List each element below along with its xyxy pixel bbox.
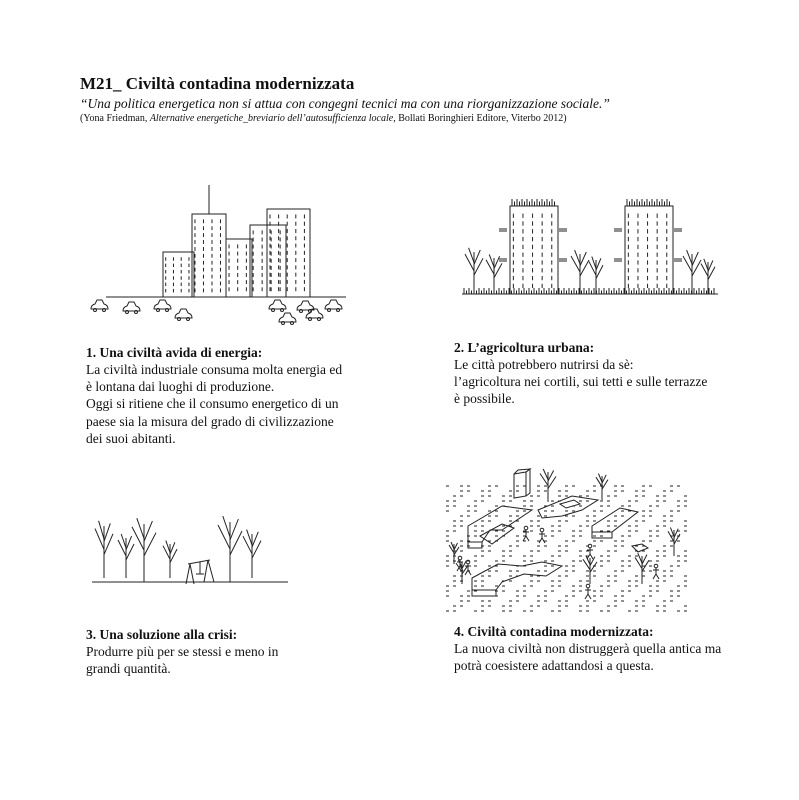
text-line: La civiltà industriale consuma molta energia ed [86,362,343,377]
epigraph-quote: “Una politica energetica non si attua con congegni tecnici ma con una riorganizzazione sociale.” [80,96,610,111]
section-4-title: 4. Civiltà contadina modernizzata: [454,624,654,639]
text-line: è possibile. [454,391,515,407]
urban-farming-buildings-drawing [460,192,722,300]
text-line: dei suoi abitanti. [86,430,176,446]
text-line: potrà coesistere adattandosi a questa. [454,658,654,674]
text-line: Oggi si ritiene che il consumo energetico di un [86,396,339,412]
window-grid [166,214,305,292]
section-4 [454,624,721,674]
citation-book-title: Alternative energetiche_breviario dell’autosufficienza locale [149,113,394,124]
citation-prefix: (Yona Friedman, [80,113,150,124]
text-line: La nuova civiltà non distruggerà quella antica ma [454,641,722,656]
bare-trees [92,516,288,582]
section-4-text [454,640,721,674]
modernized-farm-settlement-drawing [442,466,692,616]
window-grid [513,214,666,288]
text-line: Produrre più per se stessi e meno in [86,644,279,659]
city-skyscrapers-cars-drawing [84,182,354,324]
trees-and-swing-drawing [92,500,292,590]
citation [80,113,567,124]
section-1-title: 1. Una civiltà avida di energia: [86,345,263,360]
section-3 [86,627,278,677]
text-line: l’agricoltura nei cortili, sui tetti e sulle terrazze [454,374,708,390]
settlement-buildings [468,469,648,596]
section-2-title: 2. L’agricoltura urbana: [454,340,595,355]
cars-group [91,300,342,325]
section-1 [86,345,342,447]
section-1-text [86,361,342,447]
section-2 [454,340,707,408]
section-3-title: 3. Una soluzione alla crisi: [86,627,238,642]
citation-suffix: , Bollati Boringhieri Editore, Viterbo 2012) [393,113,567,124]
section-2-text [454,356,707,408]
text-line: è lontana dai luoghi di produzione. [86,379,275,395]
text-line: paese sia la misura del grado di civilizzazione [86,413,334,429]
text-line: grandi quantità. [86,661,171,677]
skyscrapers-group [163,185,310,297]
people-figures [457,526,659,599]
text-line: Le città potrebbero nutrirsi da sè: [454,357,634,372]
bare-trees [465,248,715,294]
section-3-text [86,643,278,677]
swing-icon [186,560,214,584]
page-title: M21_ Civiltà contadina modernizzata [80,74,355,93]
rooftop-grass [464,199,714,294]
